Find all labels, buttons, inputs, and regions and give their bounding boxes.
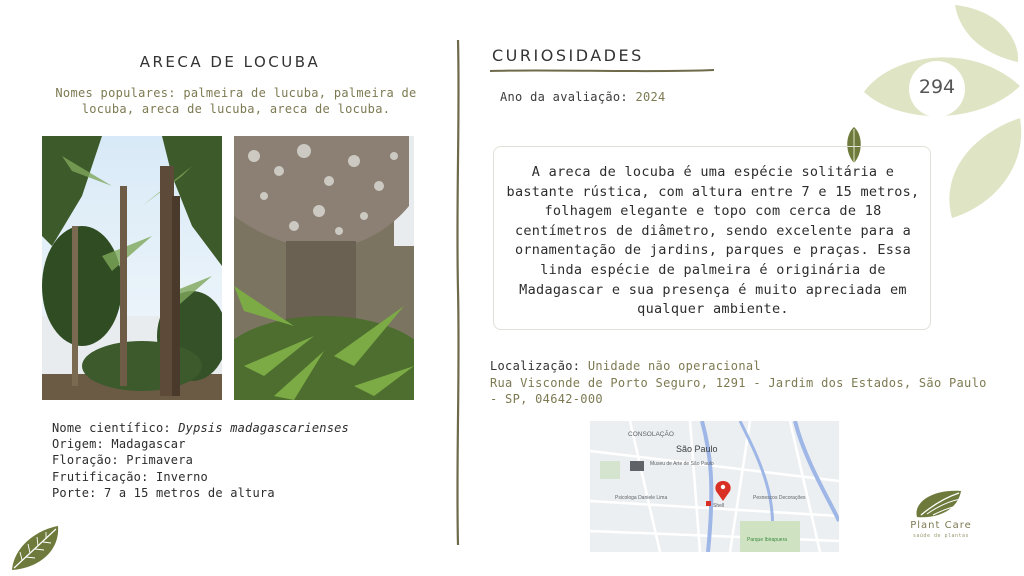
year-label: Ano da avaliação: [500, 90, 628, 104]
location-block [490, 358, 990, 408]
scientific-name-row [52, 420, 349, 436]
map-poi-park: Parque Ibirapuera [747, 537, 788, 543]
location-status-row [490, 358, 990, 375]
plant-facts [52, 420, 349, 501]
map-district-label: CONSOLAÇÃO [628, 431, 674, 438]
evaluation-year [500, 90, 666, 104]
location-address: Rua Visconde de Porto Seguro, 1291 - Jardim dos Estados, São Paulo - SP, 04642-000 [490, 375, 987, 406]
map-poi-psychologist: Psicologa Daniele Lima [615, 495, 668, 501]
museum-icon [630, 461, 644, 471]
heading-underline [490, 68, 714, 74]
brand-name: Plant Care [910, 520, 972, 531]
scientific-label: Nome científico: [52, 421, 179, 435]
curiosity-text: A areca de locuba é uma espécie solitária e bastante rústica, com altura entre 7 e 15 metros, folhagem elegante e topo com cerca de 18 centímetros de diâmetro, sendo excelente para a ornamentação de jardins, parques e praças. Essa linda espécie de palmeira é originária de Madagascar e sua presença é muito apreciada em qualquer ambiente. [506, 164, 920, 318]
map-city-label: São Paulo [676, 444, 718, 454]
page-number: 294 [918, 76, 956, 98]
size-row: Porte: 7 a 15 metros de altura [52, 485, 275, 500]
curiosities-heading: CURIOSIDADES [492, 46, 644, 65]
plant-photo-full [42, 136, 222, 400]
map-poi-museum: Museu de Arte de São Paulo [650, 461, 714, 467]
fruiting-row: Frutificação: Inverno [52, 469, 208, 484]
scientific-name: Dypsis madagascarienses [178, 421, 349, 435]
leaf-decoration-bottomleft [8, 522, 64, 574]
plant-title: ARECA DE LOCUBA [139, 53, 321, 71]
popular-names: Nomes populares: palmeira de lucuba, palmeira de locuba, areca de lucuba, areca de locuba. [55, 86, 417, 116]
gas-station-icon [706, 501, 711, 506]
location-status: Unidade não operacional [587, 359, 761, 373]
plant-photo-trunk [234, 136, 414, 400]
origin-row: Origem: Madagascar [52, 437, 186, 452]
vertical-divider [454, 40, 462, 545]
map-poi-shell: Shell [713, 503, 725, 509]
map-poi-decorations: Pesnescos Decorações [753, 495, 806, 501]
flowering-row: Floração: Primavera [52, 453, 194, 468]
year-value: 2024 [635, 90, 666, 104]
plant-care-logo [903, 487, 983, 521]
location-label: Localização: [490, 359, 581, 373]
brand-tagline: saúde de plantas [912, 533, 970, 539]
location-map[interactable] [590, 421, 839, 552]
